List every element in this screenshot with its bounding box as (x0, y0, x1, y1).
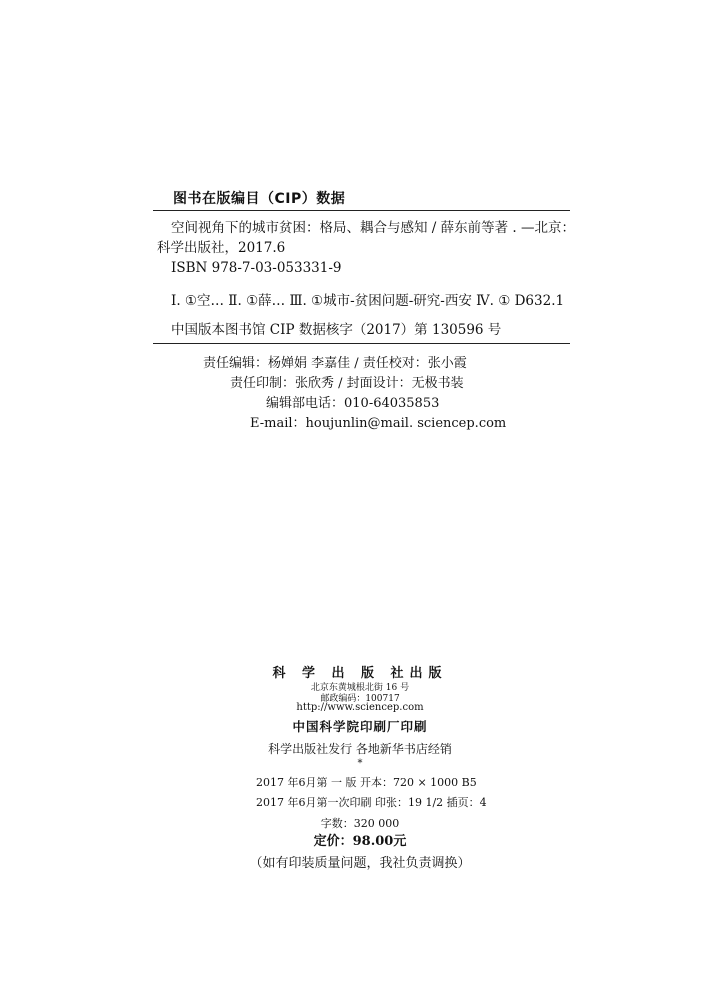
publisher-website: http://www.sciencep.com (296, 702, 424, 713)
credits-phone: 编辑部电话：010-64035853 (266, 396, 440, 411)
publisher-address: 北京东黄城根北街 16 号 (310, 683, 410, 693)
credits-email: E-mail：houjunlin@mail. sciencep.com (250, 416, 507, 431)
printer-name: 中国科学院印刷厂 (292, 719, 401, 734)
cip-entry-line2: 科学出版社，2017.6 (157, 240, 286, 256)
separator-star: * (357, 758, 363, 769)
credits-editors: 责任编辑：杨婵娟 李嘉佳 / 责任校对：张小霞 (203, 356, 467, 371)
cip-top-rule (153, 210, 570, 211)
cip-heading: 图书在版编目（CIP）数据 (173, 191, 346, 207)
publisher-name-suffix: 出版 (409, 666, 448, 681)
cip-classification: Ⅰ. ①空… Ⅱ. ①薛… Ⅲ. ①城市-贫困问题-研究-西安 Ⅳ. ① D632.1 (171, 293, 565, 309)
publisher-name: 科 学 出 版 社 (272, 666, 410, 681)
printer-line (0, 716, 720, 735)
printer-name-suffix: 印刷 (400, 719, 428, 734)
distribution: 科学出版社发行 各地新华书店经销 (268, 742, 452, 756)
quality-notice: （如有印装质量问题，我社负责调换） (249, 856, 471, 871)
publisher-postcode: 邮政编码：100717 (320, 694, 400, 704)
spec-word-count: 字数：320 000 (320, 817, 400, 830)
spec-edition: 2017 年6月第 一 版 开本：720 × 1000 B5 (256, 776, 477, 789)
cip-number: 中国版本图书馆 CIP 数据核字（2017）第 130596 号 (171, 322, 502, 338)
cip-bottom-rule (153, 343, 570, 344)
cip-isbn: ISBN 978-7-03-053331-9 (171, 260, 342, 276)
cip-entry-line1: 空间视角下的城市贫困：格局、耦合与感知 / 薛东前等著 . —北京： (171, 220, 576, 236)
price: 定价：98.00元 (313, 834, 407, 849)
spec-printing: 2017 年6月第一次印刷 印张：19 1/2 插页：4 (256, 796, 487, 809)
publisher-name-line (0, 662, 720, 681)
credits-production: 责任印制：张欣秀 / 封面设计：无极书装 (230, 376, 464, 391)
